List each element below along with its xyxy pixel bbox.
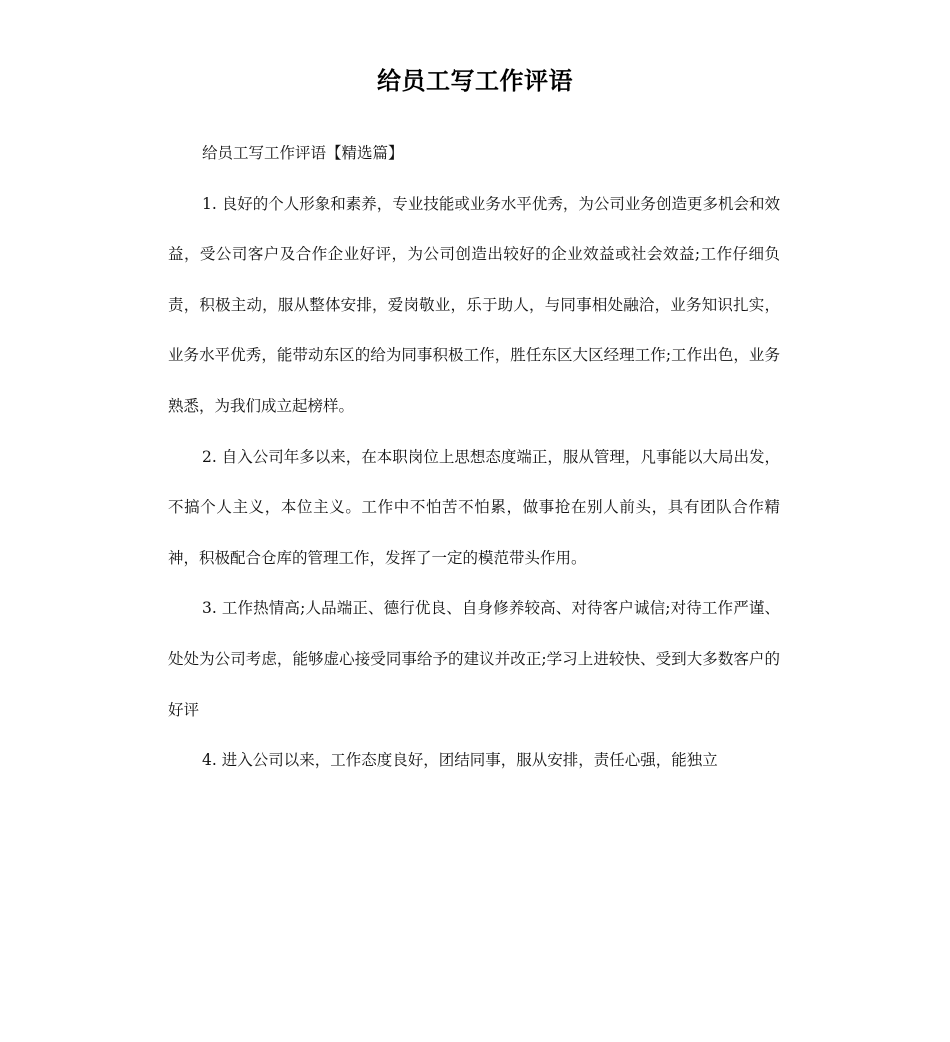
document-body bbox=[168, 128, 780, 786]
paragraph-3: 3. 工作热情高;人品端正、德行优良、自身修养较高、对待客户诚信;对待工作严谨、处处为公司考虑，能够虚心接受同事给予的建议并改正;学习上进较快、受到大多数客户的好评 bbox=[168, 599, 780, 719]
paragraph-1: 1. 良好的个人形象和素养，专业技能或业务水平优秀，为公司业务创造更多机会和效益，受公司客户及合作企业好评，为公司创造出较好的企业效益或社会效益;工作仔细负责，积极主动，服从整体安排，爱岗敬业，乐于助人，与同事相处融洽，业务知识扎实，业务水平优秀，能带动东区的给为同事积极工作，胜任东区大区经理工作;工作出色，业务熟悉，为我们成立起榜样。 bbox=[168, 194, 780, 415]
paragraph-4: 4. 进入公司以来，工作态度良好，团结同事，服从安排，责任心强，能独立 bbox=[202, 751, 718, 770]
section-heading: 给员工写工作评语【精选篇】 bbox=[202, 144, 404, 162]
paragraph-2: 2. 自入公司年多以来，在本职岗位上思想态度端正，服从管理，凡事能以大局出发，不搞个人主义，本位主义。工作中不怕苦不怕累，做事抢在别人前头，具有团队合作精神，积极配合仓库的管理工作，发挥了一定的模范带头作用。 bbox=[168, 447, 780, 567]
document-title: 给员工写工作评语 bbox=[377, 67, 573, 95]
